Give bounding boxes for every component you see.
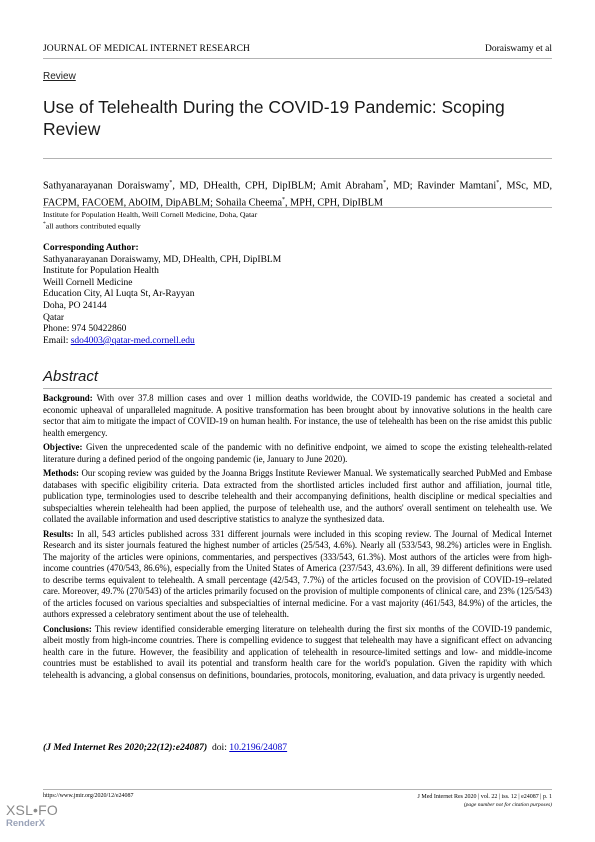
abstract-body (43, 393, 552, 684)
section-label: Methods: (43, 468, 79, 478)
author-degrees: , MD, DHealth, CPH, DipIBLM; (172, 180, 321, 192)
email-label: Email: (43, 335, 71, 346)
article-title: Use of Telehealth During the COVID-19 Pandemic: Scoping Review (43, 97, 505, 139)
email-link[interactable]: sdo4003@qatar-med.cornell.edu (70, 335, 195, 346)
doi-link[interactable]: 10.2196/24087 (229, 742, 288, 753)
email-line (43, 336, 552, 348)
corresponding-line: Institute for Population Health (43, 266, 159, 277)
section-text: In all, 543 articles published across 331 different journals were included in this scoping review. The Journal of Medical Internet Research and its sister journals featured the highest number of articles (25/543, 4.6%). Nearly all (533/543, 98.2%) articles were in English. The majority of the articles were opinions, commentaries, and perspectives (333/543, 61.3%). Most authors of the articles were from high-income countries (470/543, 86.6%), especially from the United States of America (237/543, 43.6%). In all, 39 different definitions were used to describe terms equivalent to telehealth. A small percentage (42/543, 7.7%) of the articles focused on the provision of COVID-19–related care. Moreover, 49.7% (270/543) of the articles primarily focused on the provision of multiple components of clinical care, and 23% (125/543) of the articles focused on various specialties and subspecialties of internal medicine. For a vast majority (461/543, 84.9%) of the articles, the authors expressed a celebratory sentiment about the use of telehealth. (43, 528, 552, 619)
footer-page-note: (page number not for citation purposes) (463, 802, 552, 808)
author-name: Ravinder Mamtani (417, 180, 497, 192)
author-name: Sathyanarayanan Doraiswamy (43, 180, 170, 192)
abstract-conclusions (43, 624, 552, 682)
corresponding-line: Weill Cornell Medicine (43, 277, 133, 288)
author-degrees: , MPH, CPH, DipIBLM (285, 197, 383, 209)
abstract-methods (43, 468, 552, 526)
abstract-objective (43, 442, 552, 465)
note-mark: * (43, 221, 46, 227)
author-degrees: , MSc, MD, FACPM, FACOEM, AbOIM, DipABLM; (43, 180, 553, 209)
author-mark: * (496, 180, 500, 186)
running-authors: Doraiswamy et al (484, 44, 552, 54)
corresponding-line: Qatar (43, 312, 65, 323)
section-label: Background: (43, 393, 93, 403)
corresponding-line: Sathyanarayanan Doraiswamy, MD, DHealth, CPH, DipIBLM (43, 254, 282, 265)
author-name: Sohaila Cheema (215, 197, 283, 209)
header-divider (43, 58, 552, 59)
author-mark: * (169, 180, 173, 186)
logo-top-text: XSL•FO (6, 802, 59, 818)
author-list (43, 176, 552, 211)
section-label: Objective: (43, 442, 83, 452)
footer-volume: J Med Internet Res 2020 | vol. 22 | iss. 12 | e24087 | p. 1 (417, 794, 552, 800)
contribution-note (43, 219, 552, 232)
abstract-results (43, 529, 552, 621)
corresponding-line: Doha, PO 24144 (43, 300, 107, 311)
corresponding-line: Education City, Al Luqta St, Ar-Rayyan (43, 289, 195, 300)
title-divider (43, 158, 552, 159)
authors-divider (43, 207, 552, 208)
author-degrees: , MD; (386, 180, 418, 192)
author-mark: * (383, 180, 387, 186)
abstract-divider (43, 388, 552, 389)
affiliation: Institute for Population Health, Weill Cornell Medicine, Doha, Qatar (43, 210, 258, 219)
section-label: Conclusions: (43, 623, 92, 634)
doi-label: doi: (207, 742, 230, 753)
running-header (43, 44, 552, 58)
section-label: Results: (43, 528, 74, 539)
corresponding-author (43, 243, 552, 347)
citation-text: (J Med Internet Res 2020;22(12):e24087) (43, 742, 208, 753)
logo-bottom-text: RenderX (6, 818, 46, 829)
footer-url: https://www.jmir.org/2020/12/e24087 (43, 793, 134, 799)
renderx-logo (6, 803, 66, 837)
footer-divider (43, 789, 552, 790)
journal-name: JOURNAL OF MEDICAL INTERNET RESEARCH (43, 44, 250, 54)
citation-line (43, 742, 552, 753)
corresponding-label: Corresponding Author: (43, 243, 139, 253)
note-text: all authors contributed equally (45, 221, 141, 231)
footer-citation (418, 793, 552, 809)
section-text: Given the unprecedented scale of the pandemic with no definitive endpoint, we aimed to scope the existing telehealth-related literature during a defined period of the ongoing pandemic (ie, January to June 2020). (43, 442, 552, 464)
section-text: Our scoping review was guided by the Joanna Briggs Institute Reviewer Manual. We systematically searched PubMed and Embase databases with specific eligibility criteria. Data extracted from the shortlisted articles included first author and affiliation, journal title, publication type, terminologies used to describe telehealth and their accompanying definitions, health discipline or medical specialties and subspecialties wherein telehealth had been applied, the purpose of telehealth use, and the authors' overall sentiment on telehealth use. We collated the available information and used descriptive statistics to analyze the synthesized data. (43, 468, 552, 524)
corresponding-line: Phone: 974 50422860 (43, 324, 127, 335)
section-text: With over 37.8 million cases and over 1 million deaths worldwide, the COVID-19 pandemic has created a societal and economic upheaval of unparalleled magnitude. A positive transformation has been brought about by innovative solutions in the health care sector that aim to mitigate the impact of COVID-19 on human health. For instance, the use of telehealth has been on the rise amidst this public health emergency. (43, 393, 552, 438)
abstract-heading: Abstract (43, 368, 99, 385)
article-type-link[interactable]: Review (43, 71, 76, 82)
abstract-background (43, 393, 552, 439)
author-mark: * (282, 197, 286, 204)
section-text: This review identified considerable emerging literature on telehealth during the first six months of the COVID-19 pandemic, albeit mostly from high-income countries. There is compelling evidence to suggest that telehealth may have a significant effect on advancing health care in the future. However, the feasibility and application of telehealth in resource-limited settings and low- and middle-income countries must be established to avail its potential and transform health care for the world's population. Given the rapidity with which telehealth is advancing, a global consensus on definitions, boundaries, protocols, monitoring, evaluation, and data privacy is urgently needed. (43, 623, 552, 680)
author-name: Amit Abraham (320, 180, 384, 192)
